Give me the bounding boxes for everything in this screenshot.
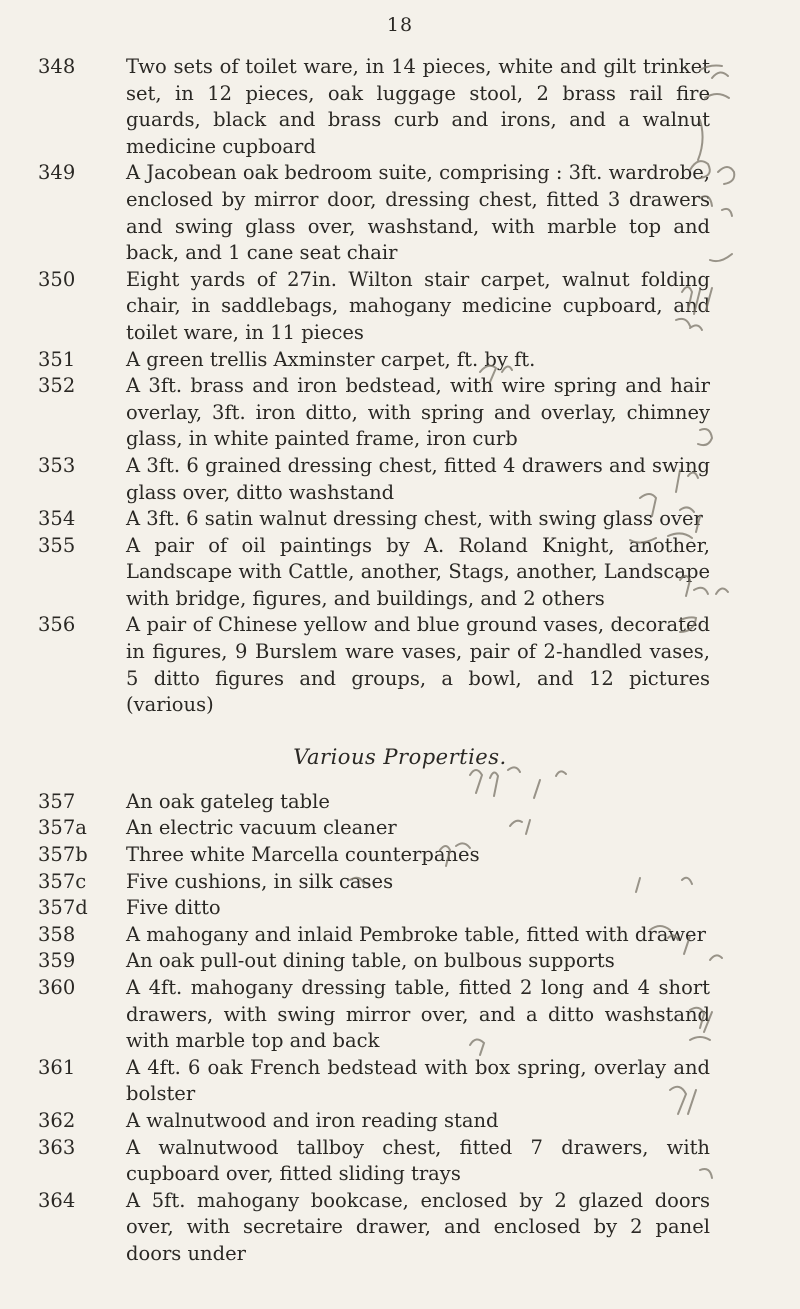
- lot-description: A pair of Chinese yellow and blue ground vases, decorated in figures, 9 Burslem ware vases, pair of 2-handled vases, 5 ditto figures and groups, a bowl, and 12 pictures (various): [126, 613, 710, 717]
- lot-number: 357b: [38, 843, 88, 867]
- lot-entry: [0, 506, 800, 533]
- lot-description: A 3ft. brass and iron bedstead, with wire spring and hair overlay, 3ft. iron ditto, with spring and overlay, chimney glass, in white painted frame, iron curb: [126, 374, 710, 451]
- lots-group-2: [0, 789, 800, 1268]
- lot-number: 363: [38, 1135, 76, 1159]
- lot-description: Two sets of toilet ware, in 14 pieces, white and gilt trinket set, in 12 pieces, oak luggage stool, 2 brass rail fire guards, black and brass curb and irons, and a walnut medicine cupboard: [126, 55, 710, 158]
- lot-number: 357c: [38, 869, 87, 893]
- lot-entry: [0, 1188, 800, 1268]
- lot-description: A 3ft. 6 grained dressing chest, fitted 4 drawers and swing glass over, ditto washstand: [126, 453, 710, 504]
- lot-number: 350: [38, 267, 76, 291]
- lot-number: 349: [38, 161, 76, 185]
- lot-description: A pair of oil paintings by A. Roland Knight, another, Landscape with Cattle, another, Stags, another, Landscape with bridge, figures, and buildings, and 2 others: [126, 533, 710, 610]
- lot-entry: [0, 1135, 800, 1188]
- lot-description: An electric vacuum cleaner: [126, 816, 397, 840]
- lot-entry: [0, 612, 800, 718]
- lot-number: 356: [38, 613, 76, 637]
- lot-entry: [0, 453, 800, 506]
- lot-entry: [0, 54, 800, 160]
- lot-description: A walnutwood and iron reading stand: [126, 1108, 499, 1132]
- lot-description: Five ditto: [126, 896, 221, 920]
- lot-number: 351: [38, 347, 76, 371]
- lot-number: 355: [38, 533, 76, 557]
- lot-number: 353: [38, 453, 76, 477]
- lot-description: An oak pull-out dining table, on bulbous supports: [126, 949, 615, 973]
- lot-description: An oak gateleg table: [126, 789, 330, 813]
- lot-entry: [0, 789, 800, 816]
- page-number: 18: [386, 14, 414, 36]
- lot-description: A mahogany and inlaid Pembroke table, fitted with drawer: [126, 922, 706, 946]
- lot-number: 348: [38, 55, 76, 78]
- lot-entry: [0, 373, 800, 453]
- lot-number: 358: [38, 922, 76, 946]
- lot-description: Eight yards of 27in. Wilton stair carpet, walnut folding chair, in saddlebags, mahogany medicine cupboard, and toilet ware, in 11 pieces: [126, 267, 710, 344]
- lot-entry: [0, 267, 800, 347]
- lot-number: 357d: [38, 896, 88, 920]
- lot-entry: [0, 1108, 800, 1135]
- section-heading: Various Properties.: [293, 744, 507, 769]
- lot-entry: [0, 815, 800, 842]
- lot-entry: [0, 922, 800, 949]
- lot-description: A green trellis Axminster carpet, ft. by ft.: [126, 347, 536, 371]
- lot-number: 360: [38, 976, 76, 999]
- lot-number: 364: [38, 1188, 76, 1212]
- lot-description: A 5ft. mahogany bookcase, enclosed by 2 glazed doors over, with secretaire drawer, and enclosed by 2 panel doors under: [126, 1188, 710, 1265]
- lot-number: 354: [38, 507, 76, 531]
- lot-entry: [0, 347, 800, 374]
- lots-group-1: [0, 54, 800, 719]
- lot-entry: [0, 869, 800, 896]
- lot-entry: [0, 948, 800, 975]
- lot-number: 352: [38, 374, 76, 398]
- lot-entry: [0, 975, 800, 1055]
- lot-number: 359: [38, 949, 76, 973]
- lot-entry: [0, 842, 800, 869]
- lot-description: A 4ft. mahogany dressing table, fitted 2 long and 4 short drawers, with swing mirror over, and a ditto washstand with marble top and back: [126, 976, 710, 1053]
- lot-number: 357a: [38, 816, 87, 840]
- lot-description: A 4ft. 6 oak French bedstead with box spring, overlay and bolster: [126, 1055, 710, 1106]
- lot-entry: [0, 1055, 800, 1108]
- catalogue-lots: [0, 54, 800, 1268]
- lot-description: Three white Marcella counterpanes: [126, 843, 480, 867]
- lot-description: A Jacobean oak bedroom suite, comprising : 3ft. wardrobe, enclosed by mirror door, dressing chest, fitted 3 drawers and swing glass over, washstand, with marble top and back, and 1 cane seat chair: [126, 161, 710, 265]
- lot-description: A 3ft. 6 satin walnut dressing chest, with swing glass over: [126, 507, 703, 531]
- lot-number: 362: [38, 1108, 76, 1132]
- lot-entry: [0, 533, 800, 613]
- lot-number: 361: [38, 1055, 76, 1079]
- lot-number: 357: [38, 789, 76, 813]
- lot-description: Five cushions, in silk cases: [126, 869, 394, 893]
- lot-description: A walnutwood tallboy chest, fitted 7 drawers, with cupboard over, fitted sliding trays: [126, 1135, 710, 1186]
- lot-entry: [0, 160, 800, 266]
- lot-entry: [0, 895, 800, 922]
